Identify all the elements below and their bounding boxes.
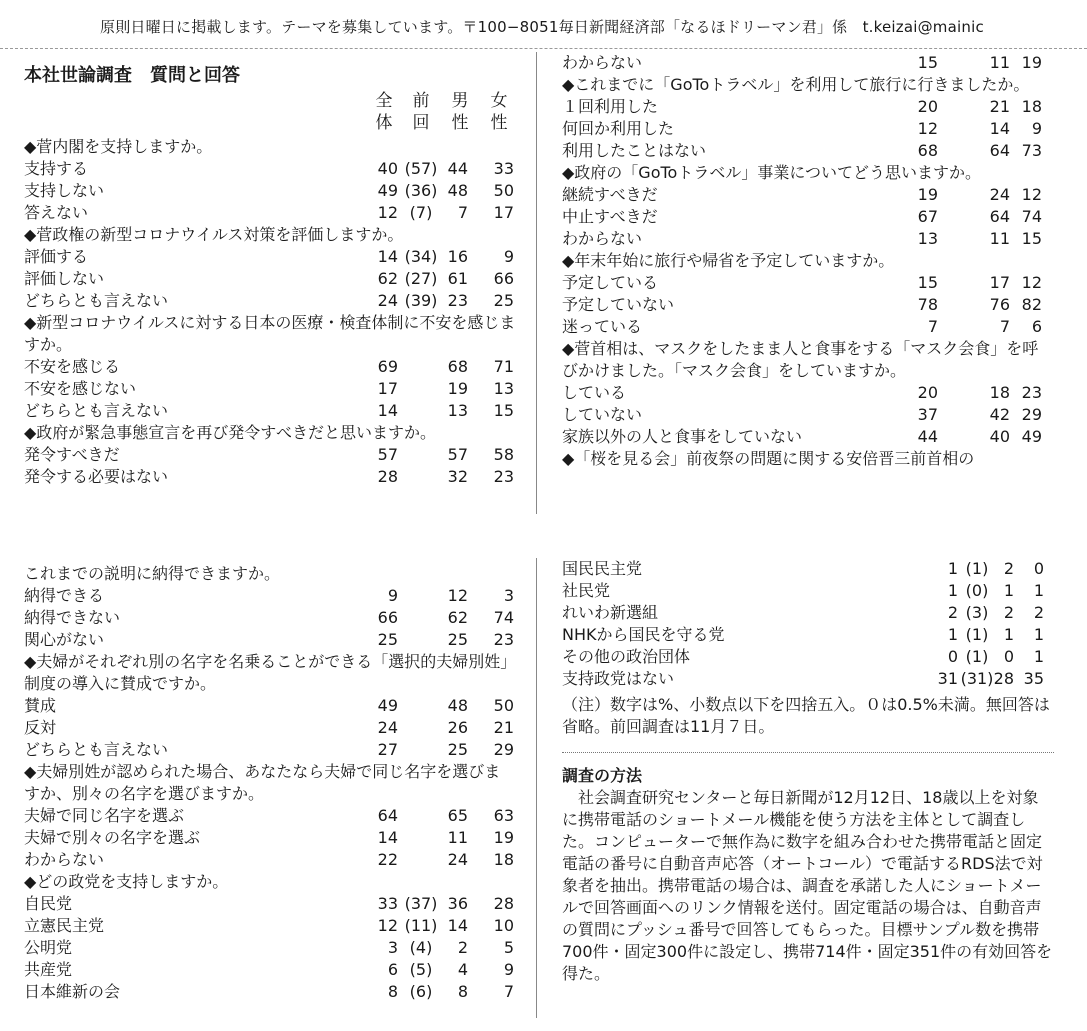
value-female: 23: [493, 467, 514, 486]
answer-label: 予定していない: [562, 295, 675, 314]
answer-label: 家族以外の人と食事をしていない: [562, 427, 803, 446]
answer-label: れいわ新選組: [562, 603, 659, 622]
value-total: 33: [377, 894, 398, 913]
value-male: 57: [447, 445, 468, 464]
value-female: 13: [493, 379, 514, 398]
column-divider: [536, 558, 537, 1018]
answer-row: [24, 893, 516, 915]
answer-label: 国民民主党: [562, 559, 643, 578]
value-female: 17: [493, 203, 514, 222]
method-title: 調査の方法: [562, 766, 643, 785]
answer-row: [24, 202, 516, 224]
value-female: 23: [1021, 383, 1042, 402]
value-male: 1: [1003, 581, 1014, 600]
answer-row: [24, 959, 516, 981]
answer-label: 不安を感じる: [24, 357, 121, 376]
value-male: 36: [447, 894, 468, 913]
answer-row: [24, 629, 516, 651]
value-total: 7: [927, 317, 938, 336]
value-total: 1: [947, 625, 958, 644]
answer-label: 日本維新の会: [24, 982, 121, 1001]
value-male: 7: [999, 317, 1010, 336]
answer-label: 何回か利用した: [562, 119, 675, 138]
answer-label: 立憲民主党: [24, 916, 105, 935]
value-previous: (11): [404, 916, 438, 935]
answer-label: 不安を感じない: [24, 379, 137, 398]
value-female: 25: [493, 291, 514, 310]
value-previous: (31): [960, 669, 994, 688]
value-male: 17: [989, 273, 1010, 292]
value-total: 24: [377, 718, 398, 737]
value-total: 69: [377, 357, 398, 376]
value-male: 19: [447, 379, 468, 398]
value-female: 1: [1033, 581, 1044, 600]
value-total: 3: [387, 938, 398, 957]
answer-row: [24, 805, 516, 827]
value-female: 63: [493, 806, 514, 825]
answer-row: [24, 444, 516, 466]
answer-row: [562, 624, 1054, 646]
answer-row: [24, 585, 516, 607]
answer-row: [24, 158, 516, 180]
value-previous: (57): [404, 159, 438, 178]
answer-label: 自民党: [24, 894, 73, 913]
answer-row: [562, 668, 1054, 690]
value-female: 29: [493, 740, 514, 759]
value-female: 35: [1023, 669, 1044, 688]
value-total: 6: [387, 960, 398, 979]
answer-label: 夫婦で別々の名字を選ぶ: [24, 828, 201, 847]
value-female: 21: [493, 718, 514, 737]
value-total: 66: [377, 608, 398, 627]
answer-label: 評価しない: [24, 269, 105, 288]
value-male: 14: [447, 916, 468, 935]
value-female: 7: [503, 982, 514, 1001]
value-previous: (3): [965, 603, 989, 622]
value-female: 9: [503, 960, 514, 979]
value-total: 49: [377, 181, 398, 200]
column-headers: [24, 90, 516, 136]
answer-row: [24, 400, 516, 422]
answer-row: [24, 695, 516, 717]
value-male: 21: [989, 97, 1010, 116]
answer-label: 中止すべきだ: [562, 207, 658, 226]
value-male: 32: [447, 467, 468, 486]
value-total: 20: [917, 383, 938, 402]
value-female: 49: [1021, 427, 1042, 446]
value-male: 2: [1003, 559, 1014, 578]
value-total: 8: [387, 982, 398, 1001]
value-total: 0: [947, 647, 958, 666]
value-female: 0: [1033, 559, 1044, 578]
value-male: 23: [447, 291, 468, 310]
answer-row: [562, 228, 1054, 250]
value-total: 15: [917, 273, 938, 292]
value-total: 9: [387, 586, 398, 605]
question-text: ◆どの政党を支持しますか。: [24, 872, 229, 891]
answer-row: [562, 96, 1054, 118]
answer-row: [24, 849, 516, 871]
value-previous: (7): [409, 203, 433, 222]
answer-label: 評価する: [24, 247, 89, 266]
answer-label: していない: [562, 405, 643, 424]
value-male: 68: [447, 357, 468, 376]
answer-label: 賛成: [24, 696, 57, 715]
question-text: ◆これまでに「GoToトラベル」を利用して旅行に行きましたか。: [562, 75, 1030, 94]
column-right-bottom: [562, 558, 1054, 985]
value-female: 10: [493, 916, 514, 935]
value-total: 40: [377, 159, 398, 178]
value-total: 14: [377, 828, 398, 847]
dotted-divider: [562, 752, 1054, 753]
value-female: 23: [493, 630, 514, 649]
answer-row: [562, 404, 1054, 426]
question-text: ◆菅内閣を支持しますか。: [24, 137, 213, 156]
answer-label: 納得できる: [24, 586, 105, 605]
value-male: 26: [447, 718, 468, 737]
column-right-top: [562, 52, 1054, 470]
value-female: 66: [493, 269, 514, 288]
value-male: 11: [447, 828, 468, 847]
value-previous: (34): [404, 247, 438, 266]
value-female: 2: [1033, 603, 1044, 622]
answer-label: 予定している: [562, 273, 659, 292]
value-previous: (36): [404, 181, 438, 200]
answer-row: [24, 717, 516, 739]
value-male: 28: [993, 669, 1014, 688]
answer-label: 答えない: [24, 203, 89, 222]
value-previous: (37): [404, 894, 438, 913]
value-total: 25: [377, 630, 398, 649]
value-female: 74: [493, 608, 514, 627]
value-total: 31: [937, 669, 958, 688]
value-male: 24: [989, 185, 1010, 204]
value-total: 12: [917, 119, 938, 138]
answer-row: [562, 558, 1054, 580]
value-male: 14: [989, 119, 1010, 138]
value-female: 74: [1021, 207, 1042, 226]
answer-row: [562, 118, 1054, 140]
value-male: 16: [447, 247, 468, 266]
value-total: 68: [917, 141, 938, 160]
column-left-top: [24, 62, 516, 488]
answer-row: [562, 184, 1054, 206]
column-divider: [536, 52, 537, 514]
value-total: 64: [377, 806, 398, 825]
value-male: 42: [989, 405, 1010, 424]
value-female: 58: [493, 445, 514, 464]
value-total: 12: [377, 203, 398, 222]
answer-row: [24, 378, 516, 400]
answer-row: [24, 607, 516, 629]
value-total: 22: [377, 850, 398, 869]
answer-row: [562, 316, 1054, 338]
value-female: 19: [1021, 53, 1042, 72]
value-male: 62: [447, 608, 468, 627]
answer-label: 夫婦で同じ名字を選ぶ: [24, 806, 185, 825]
answer-row: [24, 981, 516, 1003]
question-text: これまでの説明に納得できますか。: [24, 564, 281, 583]
value-total: 17: [377, 379, 398, 398]
value-male: 65: [447, 806, 468, 825]
answer-label: 迷っている: [562, 317, 643, 336]
answer-label: １回利用した: [562, 97, 659, 116]
answer-label: している: [562, 383, 627, 402]
answer-row: [562, 52, 1054, 74]
value-male: 61: [447, 269, 468, 288]
value-total: 14: [377, 401, 398, 420]
value-total: 67: [917, 207, 938, 226]
answer-label: どちらとも言えない: [24, 291, 169, 310]
value-female: 82: [1021, 295, 1042, 314]
answer-label: 共産党: [24, 960, 73, 979]
value-female: 28: [493, 894, 514, 913]
value-previous: (4): [409, 938, 433, 957]
value-total: 27: [377, 740, 398, 759]
value-male: 44: [447, 159, 468, 178]
answer-label: 支持政党はない: [562, 669, 675, 688]
value-female: 50: [493, 696, 514, 715]
answer-row: [24, 827, 516, 849]
value-male: 25: [447, 630, 468, 649]
answer-row: [24, 180, 516, 202]
answer-row: [24, 268, 516, 290]
answer-row: [562, 140, 1054, 162]
answer-label: NHKから国民を守る党: [562, 625, 725, 644]
col-header-total: 全体: [375, 91, 393, 133]
answer-row: [24, 739, 516, 761]
value-male: 2: [1003, 603, 1014, 622]
value-total: 19: [917, 185, 938, 204]
answer-row: [562, 382, 1054, 404]
value-total: 1: [947, 559, 958, 578]
page-header: [0, 0, 1087, 49]
value-male: 12: [447, 586, 468, 605]
column-left-bottom: [24, 563, 516, 1003]
question-text: ◆年末年始に旅行や帰省を予定していますか。: [562, 251, 895, 270]
answer-label: わからない: [562, 53, 643, 72]
value-total: 2: [947, 603, 958, 622]
value-previous: (5): [409, 960, 433, 979]
value-male: 64: [989, 207, 1010, 226]
answer-row: [24, 466, 516, 488]
value-male: 2: [457, 938, 468, 957]
value-previous: (39): [404, 291, 438, 310]
answer-label: わからない: [562, 229, 643, 248]
value-total: 62: [377, 269, 398, 288]
value-total: 78: [917, 295, 938, 314]
answer-label: わからない: [24, 850, 105, 869]
answer-label: 社民党: [562, 581, 611, 600]
value-male: 0: [1003, 647, 1014, 666]
answer-row: [562, 206, 1054, 228]
answer-label: 反対: [24, 718, 57, 737]
value-male: 40: [989, 427, 1010, 446]
question-text: ◆菅首相は、マスクをしたまま人と食事をする「マスク会食」を呼びかけました。「マスク会食」をしていますか。: [562, 339, 1039, 380]
answer-label: 納得できない: [24, 608, 121, 627]
answer-label: 関心がない: [24, 630, 105, 649]
value-male: 8: [457, 982, 468, 1001]
value-female: 19: [493, 828, 514, 847]
answer-label: どちらとも言えない: [24, 401, 169, 420]
value-female: 15: [493, 401, 514, 420]
value-male: 11: [989, 53, 1010, 72]
value-female: 18: [1021, 97, 1042, 116]
value-total: 1: [947, 581, 958, 600]
value-female: 5: [503, 938, 514, 957]
survey-title: 本社世論調査 質問と回答: [24, 65, 240, 86]
answer-row: [562, 646, 1054, 668]
value-total: 44: [917, 427, 938, 446]
answer-row: [24, 290, 516, 312]
answer-label: 支持しない: [24, 181, 105, 200]
col-header-female: 女性: [490, 91, 508, 133]
question-text: ◆新型コロナウイルスに対する日本の医療・検査体制に不安を感じますか。: [24, 313, 516, 354]
value-male: 11: [989, 229, 1010, 248]
answer-label: 利用したことはない: [562, 141, 707, 160]
question-text: ◆政府の「GoToトラベル」事業についてどう思いますか。: [562, 163, 982, 182]
value-total: 15: [917, 53, 938, 72]
value-male: 4: [457, 960, 468, 979]
answer-row: [562, 294, 1054, 316]
answer-row: [562, 602, 1054, 624]
answer-row: [562, 580, 1054, 602]
value-female: 18: [493, 850, 514, 869]
value-female: 33: [493, 159, 514, 178]
value-previous: (1): [965, 559, 989, 578]
value-male: 25: [447, 740, 468, 759]
value-female: 1: [1033, 625, 1044, 644]
answer-label: 公明党: [24, 938, 73, 957]
value-previous: (1): [965, 647, 989, 666]
value-male: 7: [457, 203, 468, 222]
answer-label: 発令する必要はない: [24, 467, 169, 486]
value-female: 29: [1021, 405, 1042, 424]
question-text: ◆夫婦別姓が認められた場合、あなたなら夫婦で同じ名字を選びますか、別々の名字を選びますか。: [24, 762, 501, 803]
value-female: 71: [493, 357, 514, 376]
value-total: 13: [917, 229, 938, 248]
value-total: 12: [377, 916, 398, 935]
header-text: 原則日曜日に掲載します。テーマを募集しています。〒100−8051毎日新聞経済部「なるほドリーマン君」係 t.keizai@mainic: [100, 18, 984, 36]
answer-row: [24, 937, 516, 959]
value-female: 12: [1021, 273, 1042, 292]
footnote: （注）数字は%、小数点以下を四捨五入。０は0.5%未満。無回答は省略。前回調査は11月７日。: [562, 695, 1050, 736]
question-text: ◆政府が緊急事態宣言を再び発令すべきだと思いますか。: [24, 423, 436, 442]
value-total: 49: [377, 696, 398, 715]
value-previous: (27): [404, 269, 438, 288]
value-male: 48: [447, 181, 468, 200]
value-male: 1: [1003, 625, 1014, 644]
answer-label: 発令すべきだ: [24, 445, 120, 464]
question-text: ◆「桜を見る会」前夜祭の問題に関する安倍晋三前首相の: [562, 449, 975, 468]
answer-label: 支持する: [24, 159, 89, 178]
value-total: 24: [377, 291, 398, 310]
value-total: 28: [377, 467, 398, 486]
answer-label: 継続すべきだ: [562, 185, 658, 204]
value-previous: (6): [409, 982, 433, 1001]
value-female: 73: [1021, 141, 1042, 160]
value-total: 37: [917, 405, 938, 424]
answer-row: [562, 272, 1054, 294]
value-female: 1: [1033, 647, 1044, 666]
value-total: 14: [377, 247, 398, 266]
answer-row: [24, 246, 516, 268]
answer-row: [24, 356, 516, 378]
value-previous: (1): [965, 625, 989, 644]
value-total: 20: [917, 97, 938, 116]
question-text: ◆夫婦がそれぞれ別の名字を名乗ることができる「選択的夫婦別姓」制度の導入に賛成ですか。: [24, 652, 509, 693]
value-female: 3: [503, 586, 514, 605]
value-male: 13: [447, 401, 468, 420]
value-male: 24: [447, 850, 468, 869]
value-previous: (0): [965, 581, 989, 600]
answer-label: どちらとも言えない: [24, 740, 169, 759]
value-male: 64: [989, 141, 1010, 160]
answer-row: [24, 915, 516, 937]
value-female: 9: [503, 247, 514, 266]
value-female: 9: [1031, 119, 1042, 138]
answer-label: その他の政治団体: [562, 647, 691, 666]
question-text: ◆菅政権の新型コロナウイルス対策を評価しますか。: [24, 225, 404, 244]
value-female: 6: [1031, 317, 1042, 336]
value-male: 76: [989, 295, 1010, 314]
answer-row: [562, 426, 1054, 448]
value-female: 15: [1021, 229, 1042, 248]
value-female: 12: [1021, 185, 1042, 204]
value-female: 50: [493, 181, 514, 200]
value-male: 18: [989, 383, 1010, 402]
col-header-previous: 前回: [412, 91, 430, 133]
value-total: 57: [377, 445, 398, 464]
method-body: 社会調査研究センターと毎日新聞が12月12日、18歳以上を対象に携帯電話のショートメール機能を使う方法を主体として調査した。コンピューターで無作為に数字を組み合わせた携帯電話と固定電話の番号に自動音声応答（オートコール）で電話するRDS法で対象者を抽出。携帯電話の場合は、調査を承諾した人にショートメールで回答画面へのリンク情報を送付。固定電話の場合は、自動音声の質問にプッシュ番号で回答してもらった。目標サンプル数を携帯700件・固定300件に設定し、携帯714件・固定351件の有効回答を得た。: [562, 788, 1053, 983]
col-header-male: 男性: [451, 91, 469, 133]
value-male: 48: [447, 696, 468, 715]
